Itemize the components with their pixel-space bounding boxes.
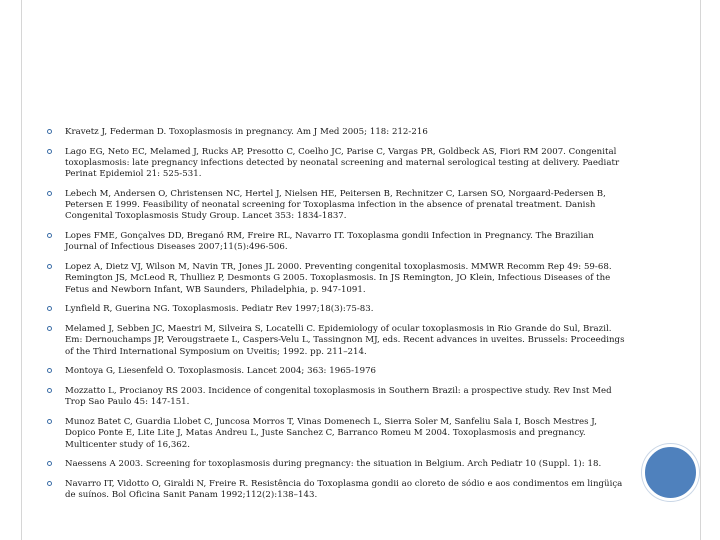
bullet-icon bbox=[47, 368, 52, 373]
reference-item bbox=[47, 324, 625, 358]
reference-text: Lynfield R, Guerina NG. Toxoplasmosis. Pediatr Rev 1997;18(3):75-83. bbox=[65, 304, 374, 315]
reference-text: Lago EG, Neto EC, Melamed J, Rucks AP, Presotto C, Coelho JC, Parise C, Vargas PR, Goldbeck AS, Fiori RM 2007. Congenital toxoplasmosis: late pregnancy infections detected by neonatal screening and maternal serological testing at delivery. Paediatr Perinat Epidemiol 21: 525-531. bbox=[65, 146, 620, 180]
decorative-circle bbox=[642, 444, 699, 501]
reference-text: Montoya G, Liesenfeld O. Toxoplasmosis. Lancet 2004; 363: 1965-1976 bbox=[65, 366, 377, 377]
bullet-icon bbox=[47, 326, 52, 331]
reference-text: Navarro IT, Vidotto O, Giraldi N, Freire R. Resistência do Toxoplasma gondii ao cloreto de sódio e aos condimentos em lingüiça de suínos. Bol Oficina Sanit Panam 1992;112(2):138–143. bbox=[65, 479, 623, 501]
reference-text: Lopes FME, Gonçalves DD, Breganó RM, Freire RL, Navarro IT. Toxoplasma gondii Infection in Pregnancy. The Brazilian Journal of Infectious Diseases 2007;11(5):496-506. bbox=[65, 231, 594, 253]
reference-item bbox=[47, 459, 625, 470]
reference-item bbox=[47, 231, 625, 253]
reference-text: Munoz Batet C, Guardia Llobet C, Juncosa Morros T, Vinas Domenech L, Sierra Soler M, Sanfeliu Sala I, Bosch Mestres J, Dopico Ponte E, Lite Lite J, Matas Andreu L, Juste Sanchez C, Barranco Romeu M 2004. Toxoplasmosis and pregnancy. Multicenter study of 16,362. bbox=[65, 417, 597, 450]
reference-text: Naessens A 2003. Screening for toxoplasmosis during pregnancy: the situation in Belgium. Arch Pediatr 10 (Suppl. 1): 18. bbox=[65, 459, 602, 470]
bullet-icon bbox=[47, 264, 52, 269]
reference-item bbox=[47, 304, 625, 315]
reference-text: Lopez A, Dietz VJ, Wilson M, Navin TR, Jones JL 2000. Preventing congenital toxoplasmosis. MMWR Recomm Rep 49: 59-68. Remington JS, McLeod R, Thulliez P, Desmonts G 2005. Toxoplasmosis. In JS Remington, JO Klein, Infectious Diseases of the Fetus and Newborn Infant, WB Saunders, Philadelphia, p. 947-1091. bbox=[65, 262, 612, 295]
reference-item bbox=[47, 386, 625, 408]
reference-item bbox=[47, 127, 625, 138]
bullet-icon bbox=[47, 388, 52, 393]
reference-text: Kravetz J, Federman D. Toxoplasmosis in pregnancy. Am J Med 2005; 118: 212-216 bbox=[65, 127, 428, 137]
bullet-icon bbox=[47, 461, 52, 466]
bullet-icon bbox=[47, 233, 52, 238]
reference-item bbox=[47, 262, 625, 296]
bullet-icon bbox=[47, 149, 52, 154]
reference-item bbox=[47, 366, 625, 377]
bullet-icon bbox=[47, 419, 52, 424]
reference-list bbox=[47, 127, 625, 510]
reference-item bbox=[47, 479, 625, 501]
bullet-icon bbox=[47, 191, 52, 196]
reference-item bbox=[47, 147, 625, 181]
reference-item bbox=[47, 417, 625, 451]
reference-item bbox=[47, 189, 625, 223]
reference-text: Melamed J, Sebben JC, Maestri M, Silveira S, Locatelli C. Epidemiology of ocular toxoplasmosis in Rio Grande do Sul, Brazil. Em: Dernouchamps JP, Verougstraete L, Caspers-Velu L, Tassingnon MJ, eds. Recent advances in uveites. Brussels: Proceedings of the Third International Symposium on Uveitis; 1992. pp. 211–214. bbox=[65, 324, 625, 357]
bullet-icon bbox=[47, 306, 52, 311]
reference-text: Mozzatto L, Procianoy RS 2003. Incidence of congenital toxoplasmosis in Southern Brazil: a prospective study. Rev Inst Med Trop Sao Paulo 45: 147-151. bbox=[65, 386, 612, 408]
bullet-icon bbox=[47, 129, 52, 134]
reference-text: Lebech M, Andersen O, Christensen NC, Hertel J, Nielsen HE, Peitersen B, Rechnitzer C, Larsen SO, Norgaard-Pedersen B, Petersen E 1999. Feasibility of neonatal screening for Toxoplasma infection in the absence of prenatal treatment. Danish Congenital Toxoplasmosis Study Group. Lancet 353: 1834-1837. bbox=[65, 189, 606, 222]
bullet-icon bbox=[47, 481, 52, 486]
